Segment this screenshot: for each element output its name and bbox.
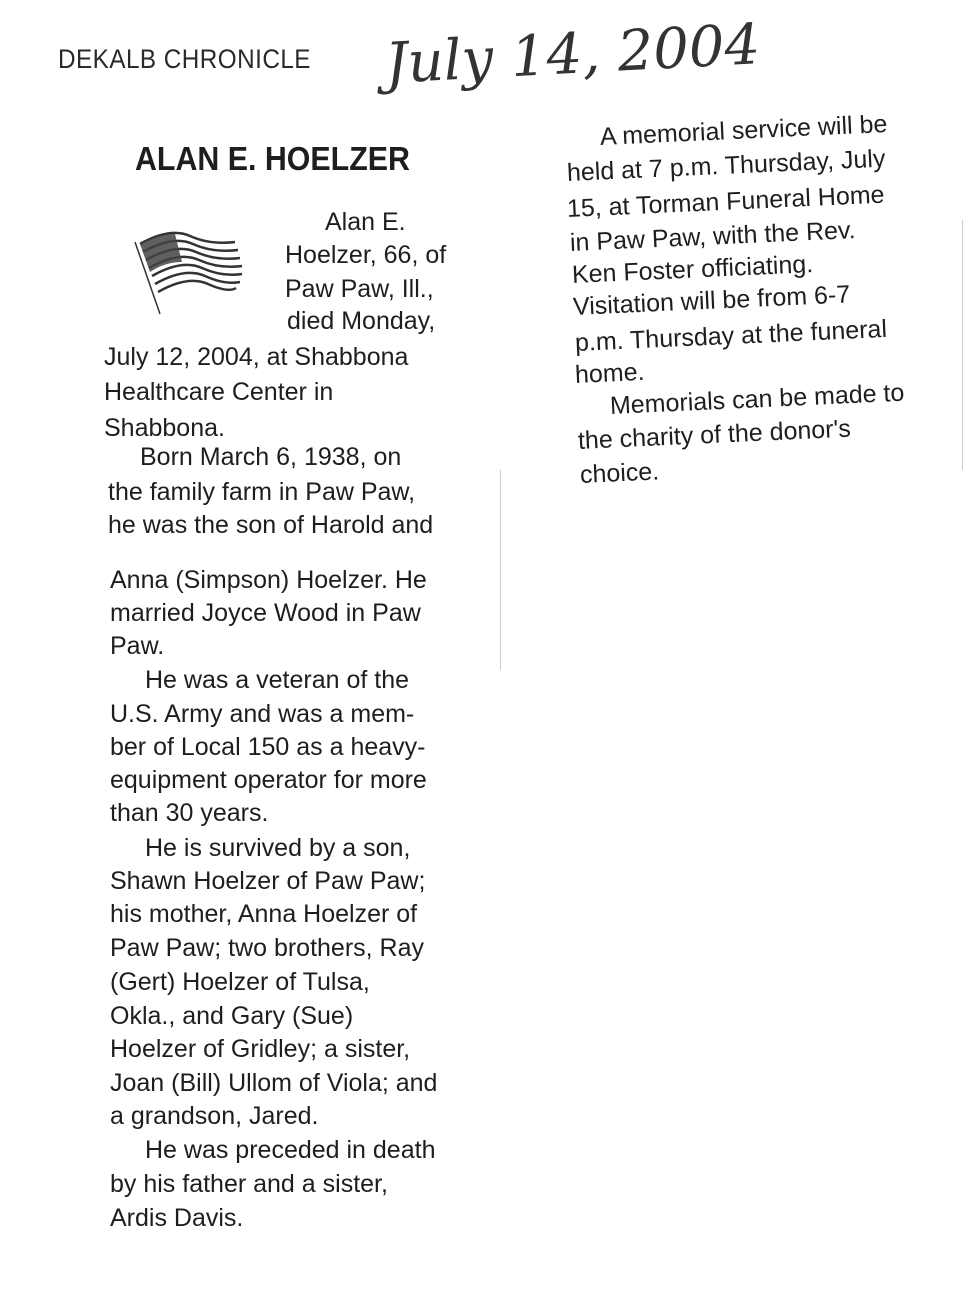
text-line: Ardis Davis. <box>110 1204 244 1232</box>
text-line: the charity of the donor's <box>577 414 852 455</box>
text-line: Ken Foster officiating. <box>571 250 814 289</box>
text-line: Hoelzer, 66, of <box>285 241 447 269</box>
text-line: Joan (Bill) Ullom of Viola; and <box>110 1069 438 1097</box>
text-line: Shabbona. <box>104 414 225 442</box>
text-line: his mother, Anna Hoelzer of <box>110 900 418 928</box>
text-line: equipment operator for more <box>110 766 427 794</box>
text-line: married Joyce Wood in Paw <box>110 599 421 627</box>
text-line: Paw Paw, Ill., <box>285 275 434 303</box>
text-line: Anna (Simpson) Hoelzer. He <box>110 566 427 594</box>
text-line: He was a veteran of the <box>145 666 410 694</box>
text-line: He was preceded in death <box>145 1136 436 1164</box>
page-edge-mark <box>962 220 963 470</box>
newspaper-masthead: DEKALB CHRONICLE <box>58 44 311 74</box>
text-line: Memorials can be made to <box>609 378 905 420</box>
text-line: a grandson, Jared. <box>110 1102 319 1130</box>
text-line: ber of Local 150 as a heavy- <box>110 733 426 761</box>
text-line: A memorial service will be <box>599 109 888 151</box>
text-line: Visitation will be from 6-7 <box>572 280 851 321</box>
text-line: U.S. Army and was a mem- <box>110 700 415 728</box>
text-line: he was the son of Harold and <box>108 511 434 539</box>
text-line: Paw. <box>110 632 165 660</box>
text-line: Healthcare Center in <box>104 378 334 406</box>
text-line: choice. <box>579 457 660 489</box>
text-line: p.m. Thursday at the funeral <box>574 314 888 357</box>
text-line: July 12, 2004, at Shabbona <box>104 343 409 371</box>
text-line: Paw Paw; two brothers, Ray <box>110 934 425 962</box>
obituary-headline: ALAN E. HOELZER <box>135 140 410 177</box>
text-line: He is survived by a son, <box>145 834 411 862</box>
text-line: by his father and a sister, <box>110 1170 388 1198</box>
text-line: Alan E. <box>325 208 406 236</box>
text-line: Shawn Hoelzer of Paw Paw; <box>110 867 426 895</box>
text-line: held at 7 p.m. Thursday, July <box>566 144 886 187</box>
text-line: (Gert) Hoelzer of Tulsa, <box>110 968 370 996</box>
text-line: in Paw Paw, with the Rev. <box>569 216 857 257</box>
column-rule <box>500 470 501 670</box>
american-flag-icon <box>130 222 245 317</box>
text-line: Born March 6, 1938, on <box>140 443 402 471</box>
text-line: the family farm in Paw Paw, <box>108 478 416 506</box>
text-line: than 30 years. <box>110 799 269 827</box>
text-line: Hoelzer of Gridley; a sister, <box>110 1035 411 1063</box>
text-line: Okla., and Gary (Sue) <box>110 1002 354 1030</box>
text-line: died Monday, <box>287 307 436 335</box>
text-line: 15, at Torman Funeral Home <box>566 180 886 223</box>
handwritten-date: July 14, 2004 <box>383 12 762 97</box>
text-line: home. <box>574 357 646 389</box>
